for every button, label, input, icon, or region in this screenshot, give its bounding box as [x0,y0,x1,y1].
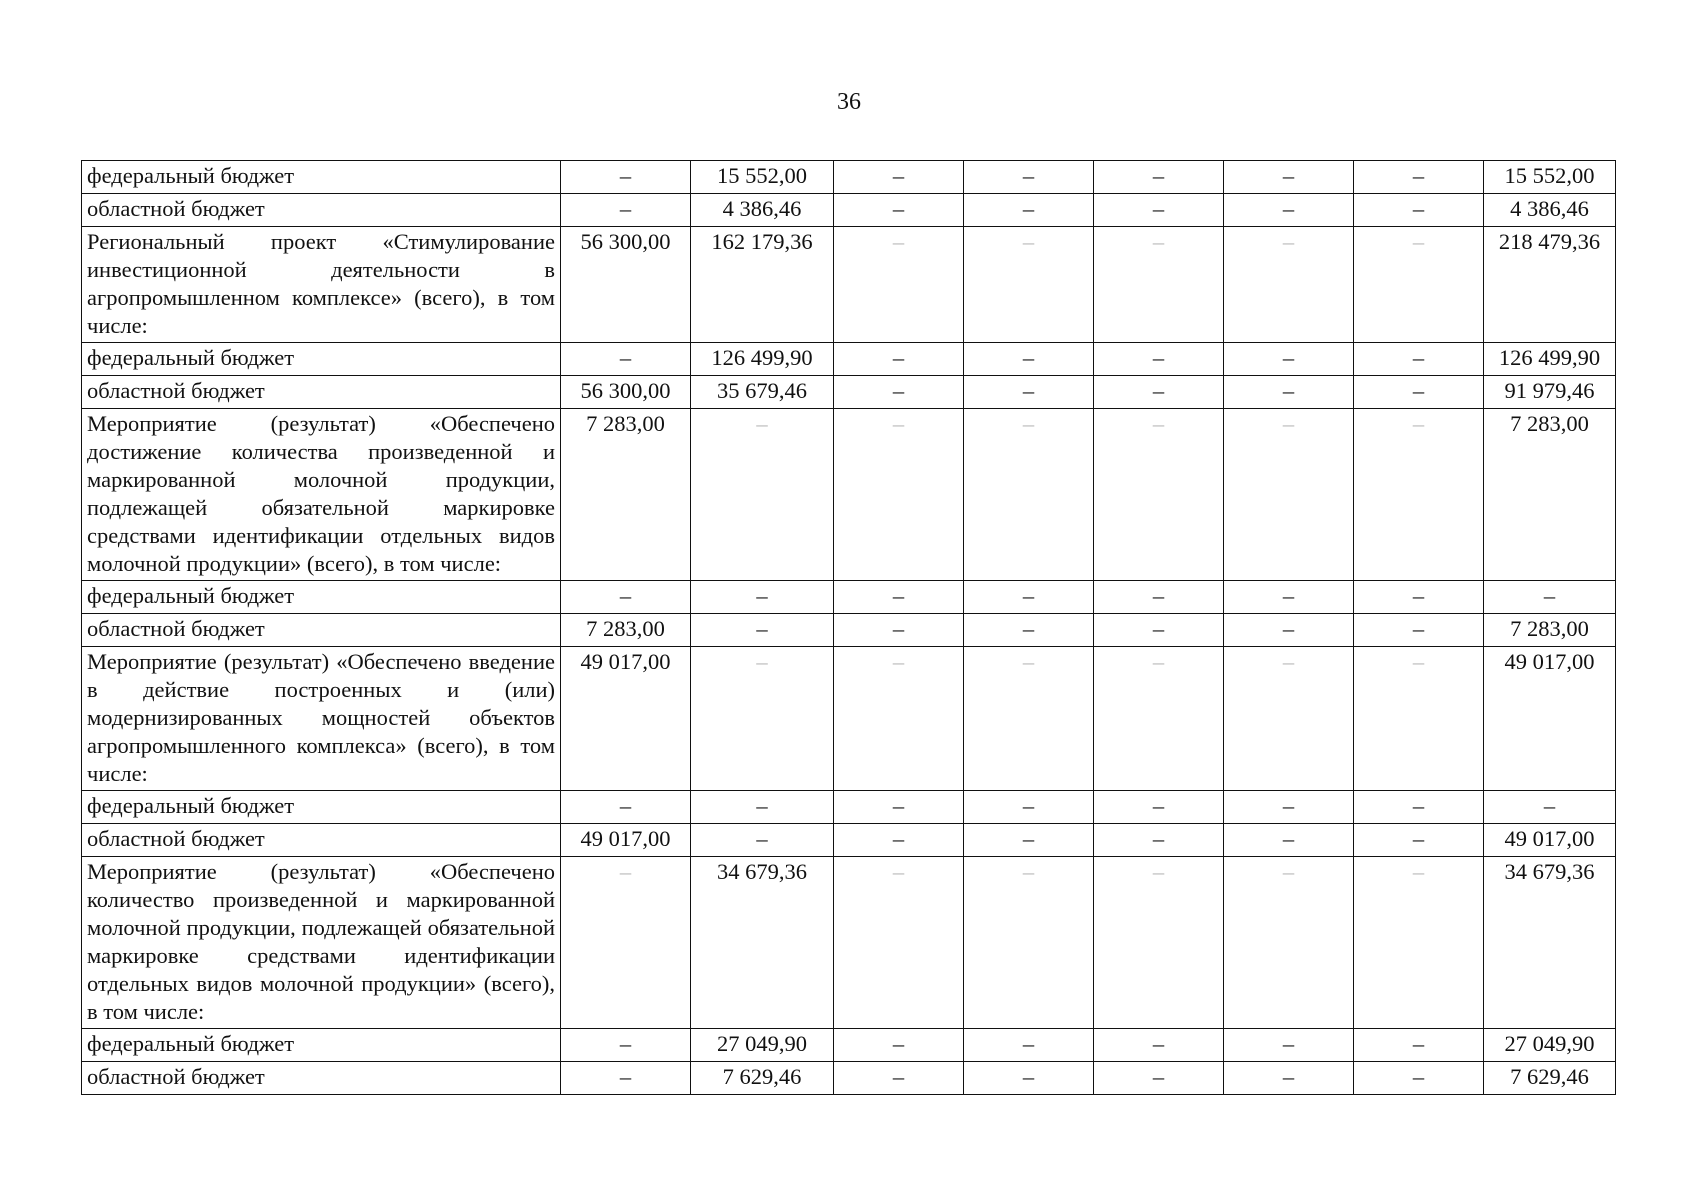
row-name-cell: Региональный проект «Стимулирование инвестиционной деятельности в агропромышленном комплексе» (всего), в том числе: [82,227,561,343]
value-cell: – [1094,376,1224,409]
value-cell: – [1094,409,1224,581]
value-cell: – [561,194,691,227]
value-cell: – [1094,1062,1224,1095]
total-cell: 91 979,46 [1484,376,1616,409]
value-cell: 27 049,90 [691,1029,834,1062]
value-cell: – [1354,1062,1484,1095]
table-row-budget-source [82,161,1616,194]
row-name-cell: Мероприятие (результат) «Обеспечено введение в действие построенных и (или) модернизированных мощностей объектов агропромышленного комплекса» (всего), в том числе: [82,647,561,791]
value-cell: – [834,824,964,857]
row-name-cell: областной бюджет [82,376,561,409]
value-cell: 7 283,00 [561,614,691,647]
value-cell: – [1354,376,1484,409]
value-cell: – [834,1029,964,1062]
row-name-cell: Мероприятие (результат) «Обеспечено количество произведенной и маркированной молочной продукции, подлежащей обязательной маркировке средствами идентификации отдельных видов молочной продукции» (всего), в том числе: [82,857,561,1029]
row-name-cell: федеральный бюджет [82,581,561,614]
value-cell: – [1224,227,1354,343]
total-cell: 7 283,00 [1484,614,1616,647]
total-cell: 27 049,90 [1484,1029,1616,1062]
value-cell: – [1354,194,1484,227]
value-cell: 34 679,36 [691,857,834,1029]
value-cell: – [1094,161,1224,194]
value-cell: – [561,161,691,194]
page-number: 36 [837,89,861,115]
row-name-cell: областной бюджет [82,614,561,647]
value-cell: – [1094,343,1224,376]
total-cell: 15 552,00 [1484,161,1616,194]
total-cell: – [1484,581,1616,614]
value-cell: – [1094,647,1224,791]
table-row-budget-source [82,1062,1616,1095]
value-cell: – [834,791,964,824]
table-row-budget-source [82,343,1616,376]
table-row-budget-source [82,614,1616,647]
value-cell: – [1094,194,1224,227]
total-cell: 49 017,00 [1484,824,1616,857]
value-cell: – [561,581,691,614]
value-cell: 49 017,00 [561,824,691,857]
total-cell: 7 629,46 [1484,1062,1616,1095]
value-cell: – [691,647,834,791]
value-cell: 7 629,46 [691,1062,834,1095]
value-cell: – [1354,161,1484,194]
row-name-cell: областной бюджет [82,1062,561,1095]
value-cell: – [834,194,964,227]
value-cell: – [964,1029,1094,1062]
value-cell: – [561,791,691,824]
value-cell: – [1224,161,1354,194]
total-cell: 49 017,00 [1484,647,1616,791]
value-cell: – [834,376,964,409]
total-cell: 218 479,36 [1484,227,1616,343]
value-cell: – [1354,614,1484,647]
value-cell: – [964,376,1094,409]
value-cell: – [1224,1029,1354,1062]
value-cell: – [1354,343,1484,376]
table-row-budget-source [82,824,1616,857]
value-cell: 56 300,00 [561,376,691,409]
value-cell: – [964,791,1094,824]
value-cell: – [1224,614,1354,647]
value-cell: – [1094,857,1224,1029]
value-cell: – [561,1062,691,1095]
table-row-budget-source [82,791,1616,824]
value-cell: – [1094,614,1224,647]
value-cell: 162 179,36 [691,227,834,343]
budget-table-body [82,161,1616,1095]
value-cell: – [1224,857,1354,1029]
value-cell: – [691,614,834,647]
table-row-section [82,857,1616,1029]
value-cell: – [1354,1029,1484,1062]
table-row-budget-source [82,376,1616,409]
value-cell: – [561,1029,691,1062]
value-cell: – [1224,343,1354,376]
row-name-cell: федеральный бюджет [82,161,561,194]
value-cell: – [1354,581,1484,614]
value-cell: – [964,161,1094,194]
value-cell: – [1354,791,1484,824]
budget-table [81,160,1616,1095]
total-cell: 34 679,36 [1484,857,1616,1029]
value-cell: 56 300,00 [561,227,691,343]
value-cell: – [1224,1062,1354,1095]
value-cell: – [1094,227,1224,343]
value-cell: – [964,343,1094,376]
value-cell: – [691,581,834,614]
value-cell: – [1224,194,1354,227]
value-cell: – [1354,409,1484,581]
row-name-cell: областной бюджет [82,824,561,857]
value-cell: – [1224,409,1354,581]
value-cell: – [834,614,964,647]
value-cell: – [1094,1029,1224,1062]
value-cell: 126 499,90 [691,343,834,376]
value-cell: – [964,824,1094,857]
value-cell: – [964,409,1094,581]
row-name-cell: федеральный бюджет [82,343,561,376]
value-cell: – [834,409,964,581]
value-cell: – [561,343,691,376]
total-cell: 126 499,90 [1484,343,1616,376]
value-cell: – [1354,647,1484,791]
value-cell: – [1224,581,1354,614]
value-cell: – [1354,824,1484,857]
table-row-section [82,647,1616,791]
value-cell: – [834,227,964,343]
value-cell: – [1354,857,1484,1029]
value-cell: – [1354,227,1484,343]
value-cell: 4 386,46 [691,194,834,227]
value-cell: – [1094,581,1224,614]
value-cell: – [1224,376,1354,409]
row-name-cell: федеральный бюджет [82,791,561,824]
table-row-budget-source [82,194,1616,227]
value-cell: – [1094,791,1224,824]
value-cell: – [964,857,1094,1029]
row-name-cell: федеральный бюджет [82,1029,561,1062]
value-cell: – [834,1062,964,1095]
table-row-budget-source [82,581,1616,614]
value-cell: – [1094,824,1224,857]
value-cell: – [834,857,964,1029]
value-cell: – [834,343,964,376]
value-cell: – [691,824,834,857]
value-cell: – [964,227,1094,343]
value-cell: – [561,857,691,1029]
value-cell: – [964,581,1094,614]
value-cell: – [964,614,1094,647]
table-row-budget-source [82,1029,1616,1062]
value-cell: – [691,791,834,824]
value-cell: – [1224,647,1354,791]
value-cell: – [964,194,1094,227]
table-row-section [82,409,1616,581]
row-name-cell: Мероприятие (результат) «Обеспечено достижение количества произведенной и маркированной молочной продукции, подлежащей обязательной маркировке средствами идентификации отдельных видов молочной продукции» (всего), в том числе: [82,409,561,581]
value-cell: – [691,409,834,581]
row-name-cell: областной бюджет [82,194,561,227]
value-cell: – [1224,824,1354,857]
value-cell: 49 017,00 [561,647,691,791]
value-cell: – [834,581,964,614]
value-cell: 7 283,00 [561,409,691,581]
total-cell: 7 283,00 [1484,409,1616,581]
value-cell: – [834,647,964,791]
value-cell: – [964,647,1094,791]
value-cell: 15 552,00 [691,161,834,194]
table-row-section [82,227,1616,343]
value-cell: – [834,161,964,194]
value-cell: – [1224,791,1354,824]
total-cell: – [1484,791,1616,824]
value-cell: 35 679,46 [691,376,834,409]
value-cell: – [964,1062,1094,1095]
total-cell: 4 386,46 [1484,194,1616,227]
